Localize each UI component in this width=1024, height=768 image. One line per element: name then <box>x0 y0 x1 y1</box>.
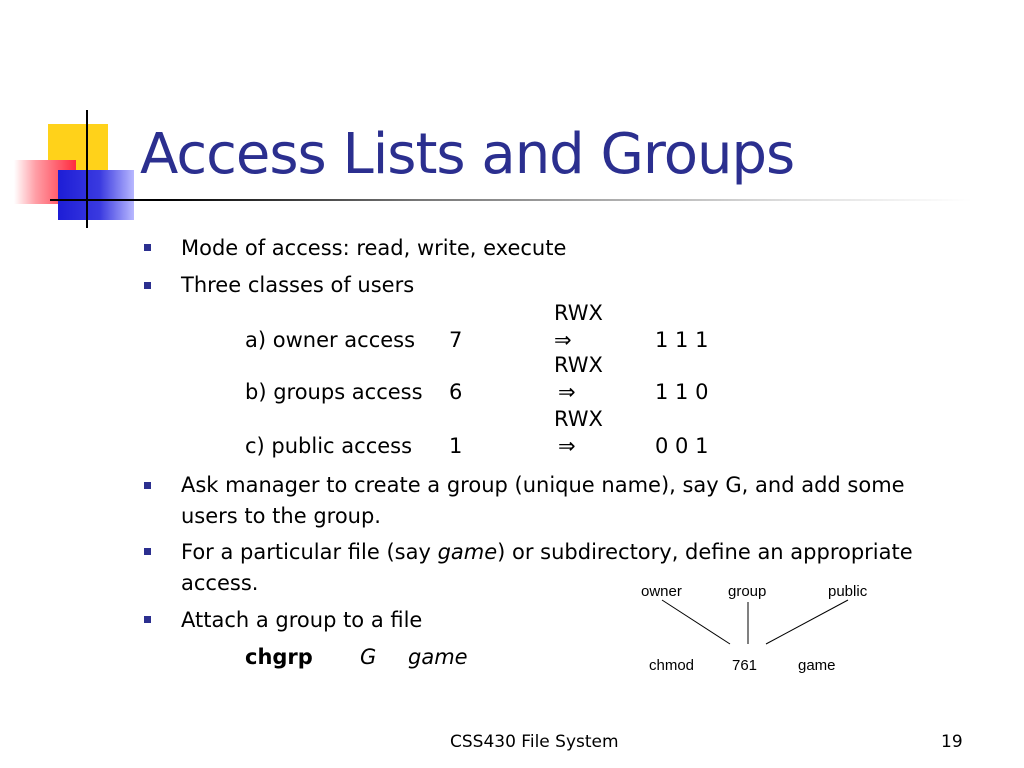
public-access-label: c) public access <box>245 434 413 458</box>
diagram-game-label: game <box>798 657 836 674</box>
rwx-header-3: RWX <box>554 407 603 431</box>
connector-public <box>766 600 848 644</box>
groups-access-bits: 1 1 0 <box>655 380 709 404</box>
bullet-text-4-cont: access. <box>181 571 259 595</box>
owner-access-bits: 1 1 1 <box>655 328 709 352</box>
bullet-text-3: Ask manager to create a group (unique name), say G, and add some <box>181 473 905 497</box>
public-access-value: 1 <box>449 434 463 458</box>
connector-owner <box>662 600 730 644</box>
diagram-chmod-label: chmod <box>649 657 695 674</box>
chgrp-arg-file: game <box>408 645 468 669</box>
game-italic: game <box>437 540 498 564</box>
owner-access-label: a) owner access <box>245 328 416 352</box>
arrow-icon: ⇒ <box>558 434 576 458</box>
bullet-text-4: For a particular file (say game) or subdirectory, define an appropriate <box>181 540 913 564</box>
bullet-text-5: Attach a group to a file <box>181 608 423 632</box>
arrow-icon: ⇒ <box>554 328 572 352</box>
owner-access-value: 7 <box>449 328 463 352</box>
chgrp-arg-group: G <box>360 645 377 669</box>
bullet-text-1: Mode of access: read, write, execute <box>181 236 567 260</box>
chgrp-command: chgrp <box>245 645 313 669</box>
diagram-public-label: public <box>828 583 868 600</box>
rwx-header-1: RWX <box>554 301 603 325</box>
public-access-bits: 0 0 1 <box>655 434 709 458</box>
rwx-header-2: RWX <box>554 353 603 377</box>
page-number: 19 <box>941 732 963 752</box>
diagram-761-label: 761 <box>732 657 758 674</box>
slide-title: Access Lists and Groups <box>140 122 795 187</box>
groups-access-label: b) groups access <box>245 380 423 404</box>
bullet-text-3-cont: users to the group. <box>181 504 381 528</box>
bullet-text-2: Three classes of users <box>181 273 415 297</box>
groups-access-value: 6 <box>449 380 463 404</box>
diagram-group-label: group <box>728 583 767 600</box>
diagram-owner-label: owner <box>641 583 682 600</box>
footer-text: CSS430 File System <box>450 732 619 752</box>
arrow-icon: ⇒ <box>558 380 576 404</box>
